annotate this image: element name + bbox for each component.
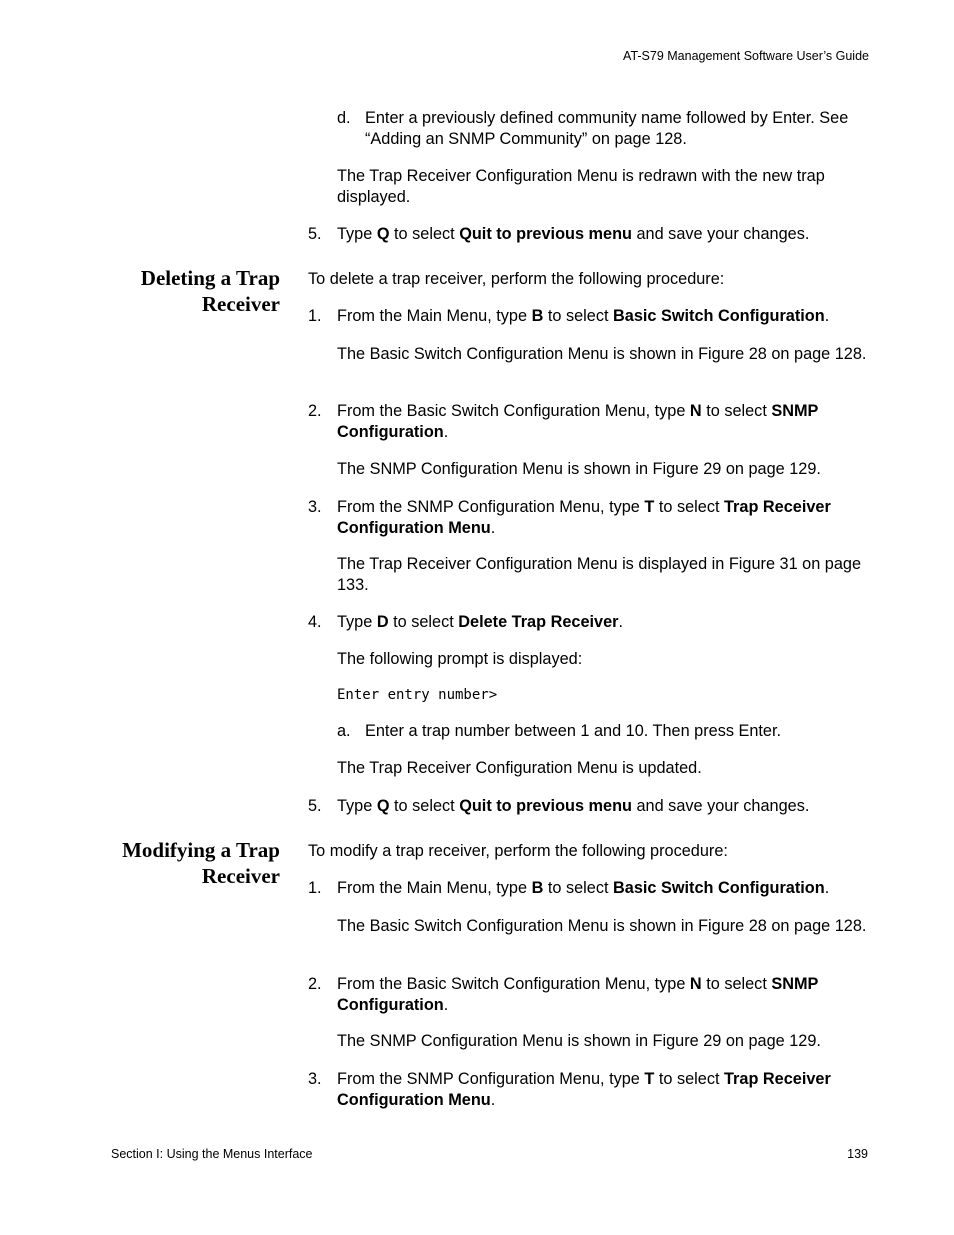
step-text: Type Q to select Quit to previous menu and save your changes. (337, 225, 810, 243)
step-text: From the Basic Switch Configuration Menu, type N to select SNMP Configuration. (337, 402, 819, 441)
step-number: 5. (308, 797, 322, 815)
step-text: Type Q to select Quit to previous menu and save your changes. (337, 797, 810, 815)
step-text: From the Basic Switch Configuration Menu, type N to select SNMP Configuration. (337, 975, 819, 1014)
section-heading: Deleting a Trap Receiver (140, 266, 280, 316)
footer-section: Section I: Using the Menus Interface (111, 1147, 313, 1161)
paragraph: The Basic Switch Configuration Menu is shown in Figure 28 on page 128. (337, 917, 867, 935)
page-number: 139 (847, 1147, 868, 1161)
step-number: 3. (308, 1070, 322, 1088)
paragraph: The Trap Receiver Configuration Menu is displayed in Figure 31 on page 133. (337, 555, 862, 594)
step-number: 5. (308, 225, 322, 243)
step-number: 3. (308, 498, 322, 516)
step-number: 1. (308, 879, 322, 897)
step-text: From the Main Menu, type B to select Basic Switch Configuration. (337, 307, 830, 325)
step-text: Type D to select Delete Trap Receiver. (337, 613, 624, 631)
step-text: From the SNMP Configuration Menu, type T to select Trap Receiver Configuration Menu. (337, 498, 831, 537)
running-header: AT-S79 Management Software User’s Guide (623, 49, 869, 63)
paragraph: The SNMP Configuration Menu is shown in Figure 29 on page 129. (337, 1032, 821, 1050)
paragraph: To modify a trap receiver, perform the following procedure: (308, 842, 728, 860)
list-marker: a. (337, 722, 351, 740)
paragraph: The Trap Receiver Configuration Menu is redrawn with the new trap displayed. (337, 167, 825, 206)
paragraph: To delete a trap receiver, perform the following procedure: (308, 270, 725, 288)
step-number: 4. (308, 613, 322, 631)
step-text: From the SNMP Configuration Menu, type T to select Trap Receiver Configuration Menu. (337, 1070, 831, 1109)
list-marker: d. (337, 109, 351, 127)
paragraph: The Basic Switch Configuration Menu is shown in Figure 28 on page 128. (337, 345, 867, 363)
paragraph: The Trap Receiver Configuration Menu is updated. (337, 759, 702, 777)
code-prompt: Enter entry number> (337, 687, 498, 703)
step-number: 2. (308, 402, 322, 420)
step-text: From the Main Menu, type B to select Basic Switch Configuration. (337, 879, 830, 897)
step-number: 2. (308, 975, 322, 993)
step-number: 1. (308, 307, 322, 325)
paragraph: The following prompt is displayed: (337, 650, 583, 668)
paragraph: The SNMP Configuration Menu is shown in Figure 29 on page 129. (337, 460, 821, 478)
section-heading: Modifying a Trap Receiver (122, 838, 280, 888)
list-item-text: Enter a previously defined community name followed by Enter. See “Adding an SNMP Community” on page 128. (365, 109, 849, 148)
list-item-text: Enter a trap number between 1 and 10. Then press Enter. (365, 722, 782, 740)
